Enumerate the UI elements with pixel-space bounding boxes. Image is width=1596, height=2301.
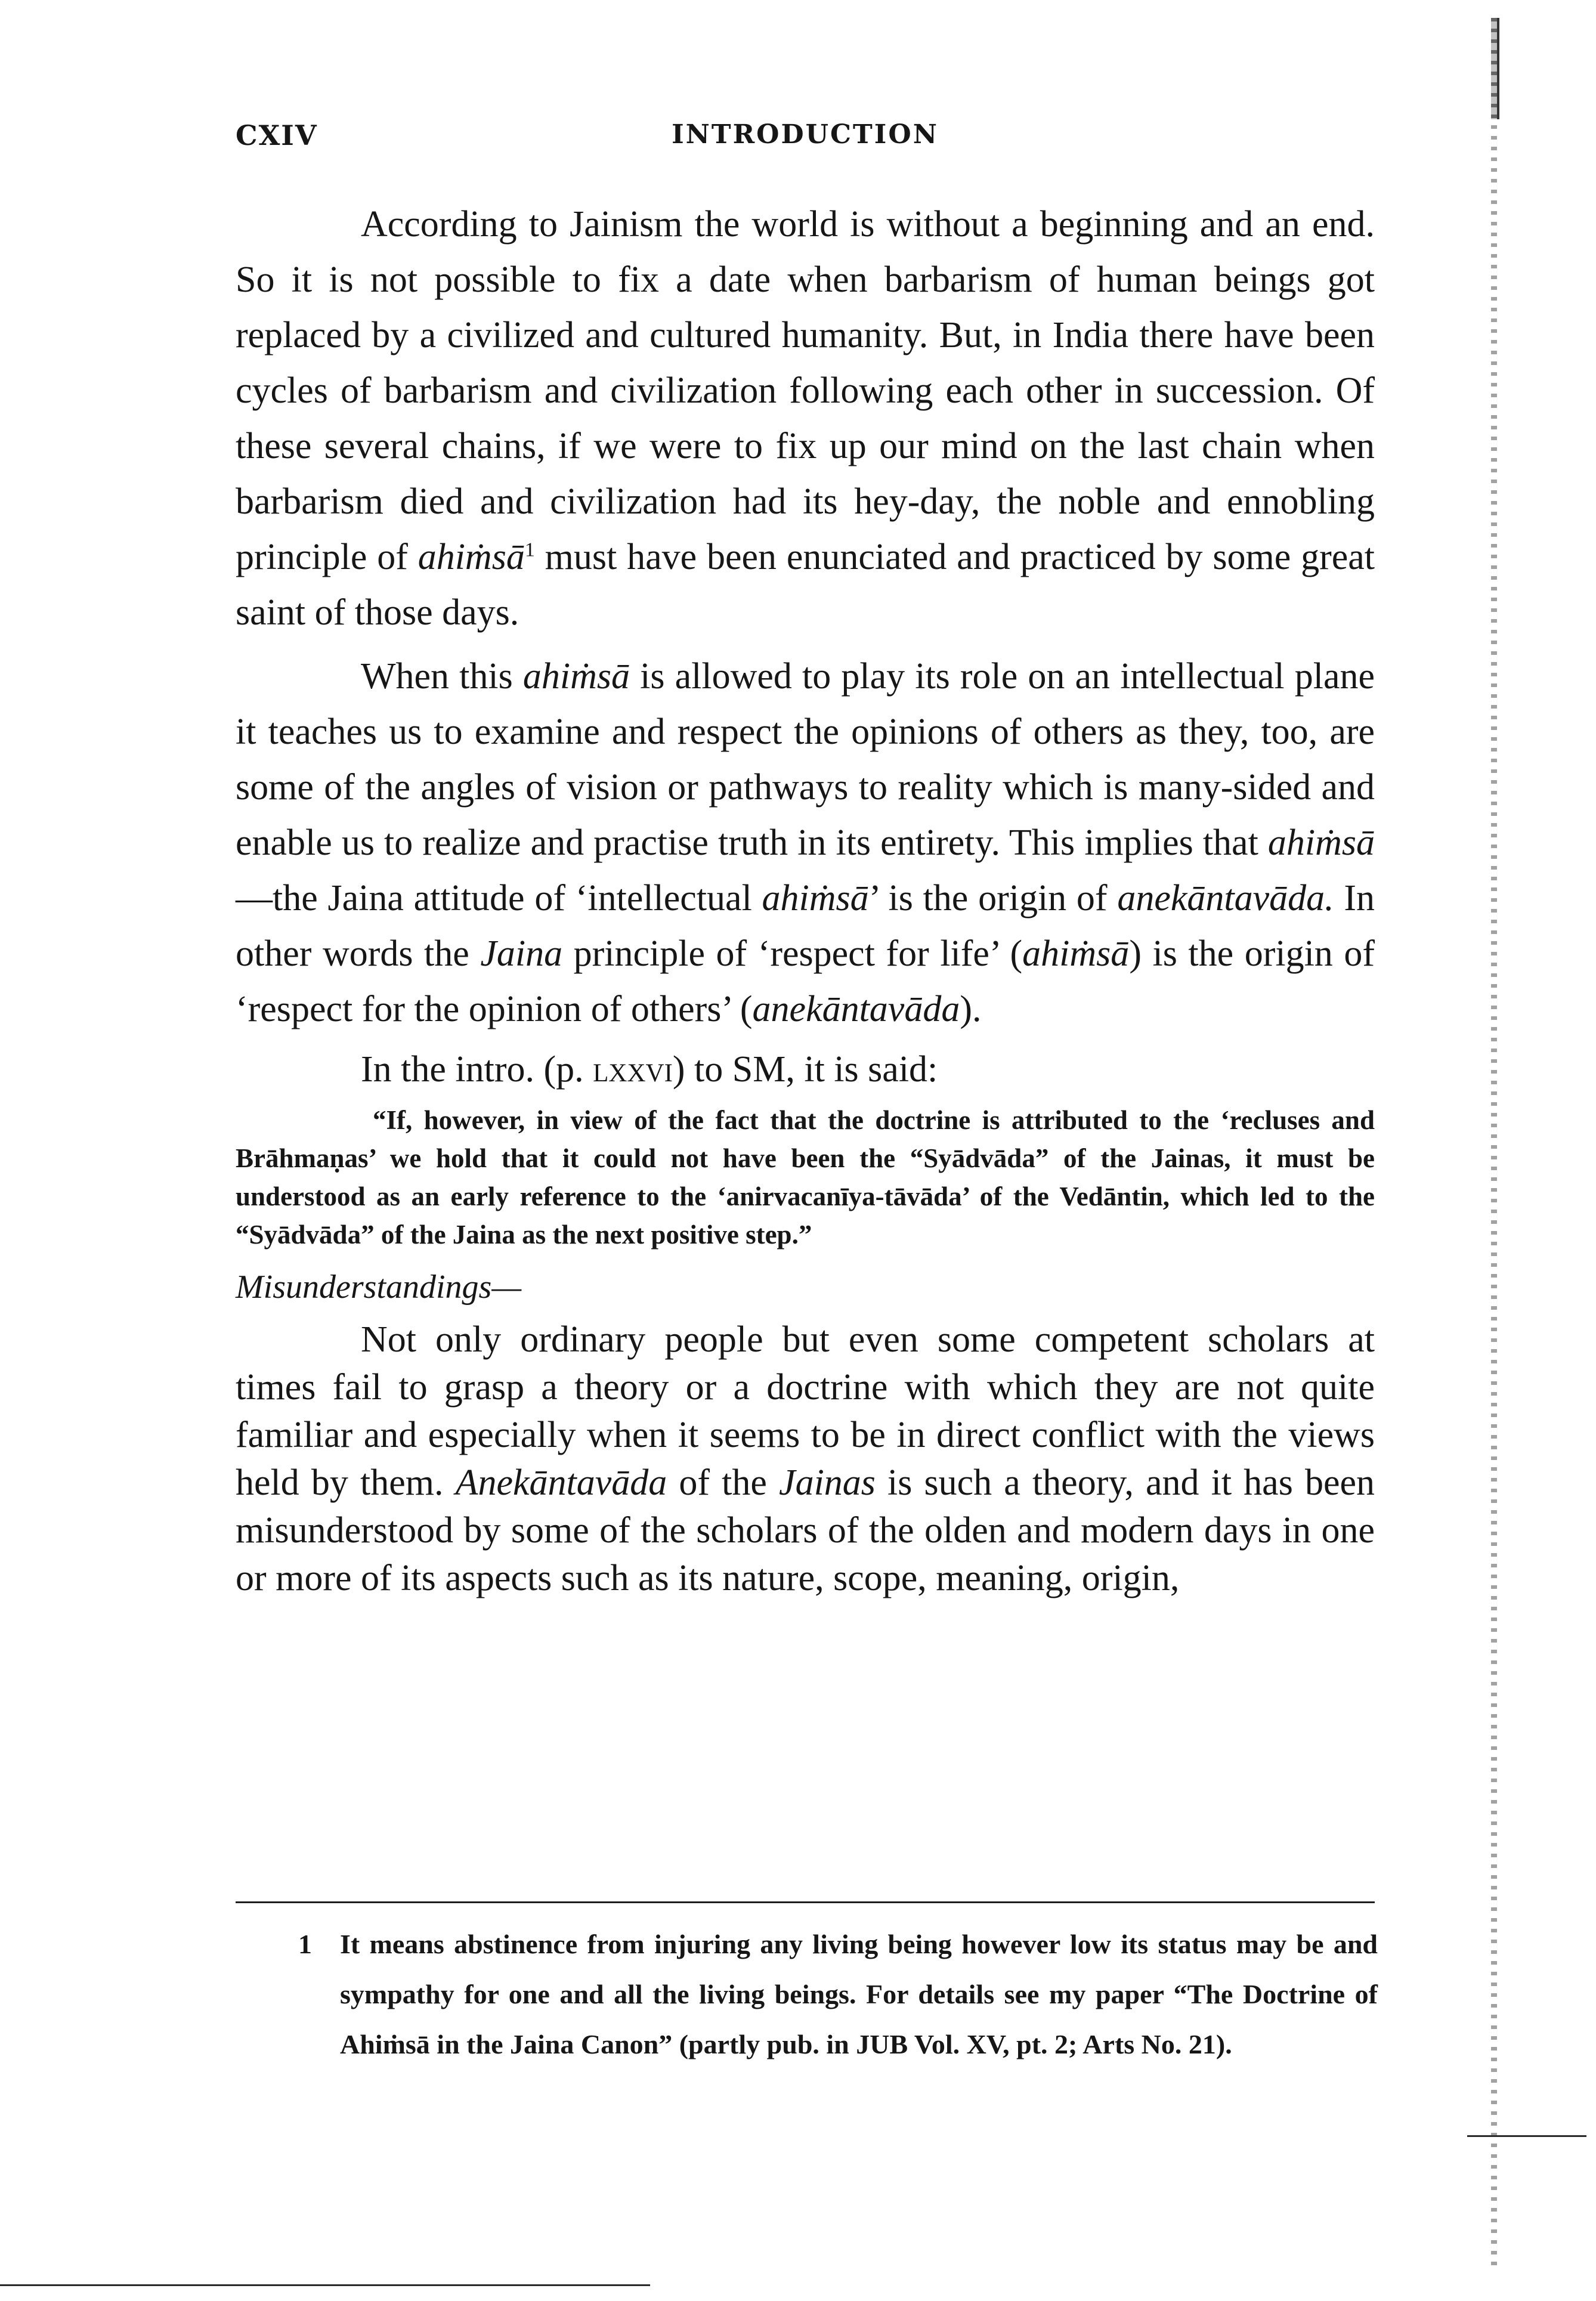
footnote bbox=[298, 1919, 1378, 2070]
term-ahimsa: ahiṁsā bbox=[1022, 933, 1130, 974]
paragraph-2-text-b: is allowed to play its role on an intellectual plane it teaches us to examine and respect the opinions of others as they, too, are some of the angles of vision or pathways to reality which is many-sided and enable us to realize and practise truth in its entirety. This implies that bbox=[236, 656, 1375, 863]
paragraph-1 bbox=[236, 197, 1375, 641]
paragraph-2-text-e: In other words the bbox=[236, 878, 1375, 974]
body-text bbox=[236, 197, 1375, 1602]
term-anekantavada: anekāntavāda bbox=[752, 989, 960, 1029]
paragraph-2 bbox=[236, 649, 1375, 1037]
paragraph-3 bbox=[236, 1042, 1375, 1097]
paragraph-1-end: must have been enunciated and practiced by some great saint of those days. bbox=[236, 537, 1375, 633]
scan-bottom-line bbox=[0, 2284, 650, 2286]
footnote-number: 1 bbox=[298, 1929, 312, 1959]
paragraph-4 bbox=[236, 1316, 1375, 1602]
page-number: CXIV bbox=[236, 119, 318, 151]
term-ahimsa: ahiṁsā bbox=[1267, 822, 1375, 863]
paragraph-1-text: According to Jainism the world is without a beginning and an end. So it is not possible to fix a date when barbarism of human beings got replaced by a civilized and cultured humanity. But, in India there have been cycles of barbarism and civilization following each other in succession. Of these several chains, if we were to fix up our mind on the last chain when barbarism died and civilization had its hey-day, the noble and ennobling principle of bbox=[236, 204, 1375, 577]
term-jainas: Jainas bbox=[779, 1462, 876, 1503]
footnote-marker: 1 bbox=[524, 539, 535, 561]
section-heading: Misunderstandings— bbox=[236, 1269, 522, 1306]
paragraph-4-text-c: is such a theory, and it has been misunderstood by some of the scholars of the olden and modern days in one or more of its aspects such as its nature, scope, meaning, origin, bbox=[236, 1462, 1375, 1598]
paragraph-2-text-d: ’ is the origin of bbox=[868, 878, 1118, 918]
block-quote: “If, however, in view of the fact that the doctrine is attributed to the ‘recluses and Brāhmaṇas’ we hold that it could not have been the “Syādvāda” of the Jainas, it must be understood as an early reference to the ‘anirvacanīya-tāvāda’ of the Vedāntin, which led to the “Syādvāda” of the Jaina as the next positive step.” bbox=[236, 1105, 1375, 1250]
term-ahimsa: ahiṁsā bbox=[762, 878, 869, 918]
paragraph-2-text-g: ) is the origin of ‘respect for the opinion of others’ ( bbox=[236, 933, 1375, 1029]
term-ahimsa: ahiṁsā bbox=[522, 656, 630, 697]
term-anekantavada: Anekāntavāda bbox=[455, 1462, 667, 1503]
roman-page-ref: lxxvi bbox=[593, 1049, 673, 1090]
footnote-text: It means abstinence from injuring any living being however low its status may be and sympathy for one and all the living beings. For details see my paper “The Doctrine of Ahiṁsā in the Jaina Canon” (partly pub. in JUB Vol. XV, pt. 2; Arts No. 21). bbox=[340, 1929, 1378, 2059]
paragraph-2-text-a: When this bbox=[361, 656, 523, 697]
footnote-rule bbox=[236, 1901, 1375, 1903]
paragraph-2-text-f: principle of ‘respect for life’ ( bbox=[562, 933, 1023, 974]
term-anekantavada: anekāntavāda. bbox=[1117, 878, 1334, 918]
page-header bbox=[236, 119, 1375, 161]
running-title: INTRODUCTION bbox=[672, 119, 939, 150]
paragraph-2-text-c: —the Jaina attitude of ‘intellectual bbox=[236, 878, 762, 918]
term-jaina: Jaina bbox=[480, 933, 563, 974]
paragraph-4-text-a: Not only ordinary people but even some competent scholars at times fail to grasp a theory or a doctrine with which they are not quite familiar and especially when it seems to be in direct conflict with the views held by them. bbox=[236, 1319, 1375, 1503]
term-ahimsa: ahiṁsā bbox=[417, 537, 525, 577]
paragraph-2-text-h: ). bbox=[960, 989, 982, 1029]
paragraph-4-text-b: of the bbox=[667, 1462, 780, 1503]
paragraph-3-text-a: In the intro. (p. bbox=[361, 1049, 593, 1090]
paragraph-3-text-b: ) to SM, it is said: bbox=[672, 1049, 938, 1090]
scan-edge-artifact bbox=[1491, 18, 1497, 2266]
margin-rule bbox=[1467, 2135, 1586, 2137]
